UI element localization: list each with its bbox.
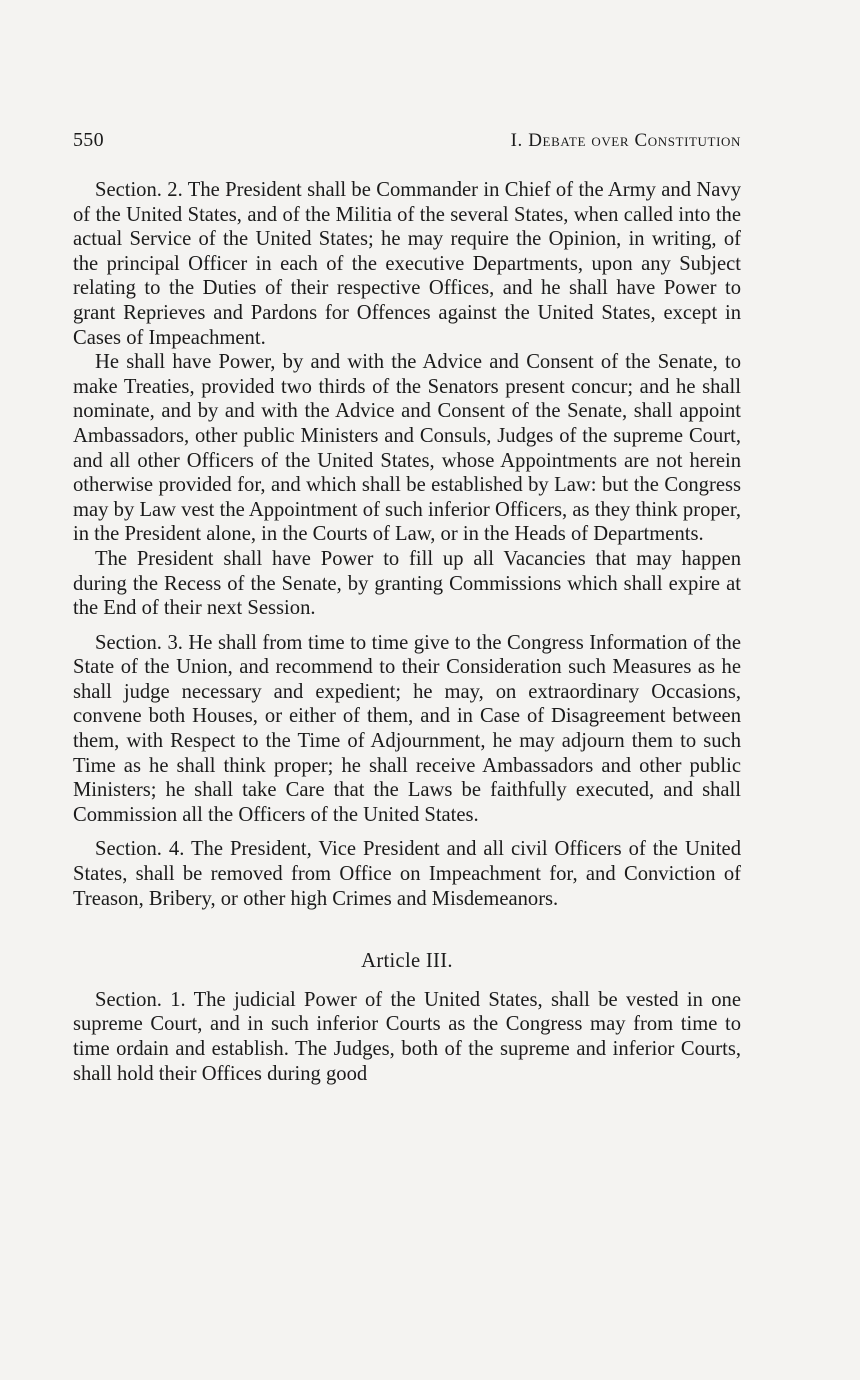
article-heading: Article III. bbox=[361, 950, 453, 973]
paragraph-article2-section3: Section. 3. He shall from time to time give to the Congress Information of the State of the Union, and recommend to their Consideration such Measures as he shall judge necessary and expedient; he may, on extraordinary Occasions, convene both Houses, or either of them, and in Case of Disagreement between them, with Respect to the Time of Adjournment, he may adjourn them to such Time as he shall think proper; he shall receive Ambassadors and other public Ministers; he shall take Care that the Laws be faithfully executed, and shall Commission all the Officers of the United States. bbox=[73, 631, 741, 826]
chapter-title: I. Debate over Constitution bbox=[510, 130, 741, 151]
paragraph-treaty-power: He shall have Power, by and with the Advice and Consent of the Senate, to make Treaties, provided two thirds of the Senators present concur; and he shall nominate, and by and with the Advice and Consent of the Senate, shall appoint Ambassadors, other public Ministers and Consuls, Judges of the supreme Court, and all other Officers of the United States, whose Appointments are not herein otherwise provided for, and which shall be established by Law: but the Congress may by Law vest the Appointment of such inferior Officers, as they think proper, in the President alone, in the Courts of Law, or in the Heads of Departments. bbox=[73, 351, 741, 546]
page-number: 550 bbox=[73, 129, 104, 151]
running-head bbox=[73, 126, 741, 155]
body-text bbox=[73, 178, 741, 1086]
book-page bbox=[73, 126, 741, 1086]
paragraph-article2-section4: Section. 4. The President, Vice President and all civil Officers of the United States, shall be removed from Office on Impeachment for, and Conviction of Treason, Bribery, or other high Crimes and Misdemeanors. bbox=[73, 838, 741, 910]
paragraph-recess-appointments: The President shall have Power to fill up all Vacancies that may happen during the Recess of the Senate, by granting Commissions which shall expire at the End of their next Session. bbox=[73, 547, 741, 620]
paragraph-article2-section2: Section. 2. The President shall be Commander in Chief of the Army and Navy of the United States, and of the Militia of the several States, when called into the actual Service of the United States; he may require the Opinion, in writing, of the principal Officer in each of the executive Departments, upon any Subject relating to the Duties of their respective Offices, and he shall have Power to grant Reprieves and Pardons for Offences against the United States, except in Cases of Impeachment. bbox=[73, 179, 741, 349]
paragraph-article3-section1: Section. 1. The judicial Power of the United States, shall be vested in one supreme Court, and in such inferior Courts as the Congress may from time to time ordain and establish. The Judges, both of the supreme and inferior Courts, shall hold their Offices during good bbox=[73, 988, 741, 1085]
